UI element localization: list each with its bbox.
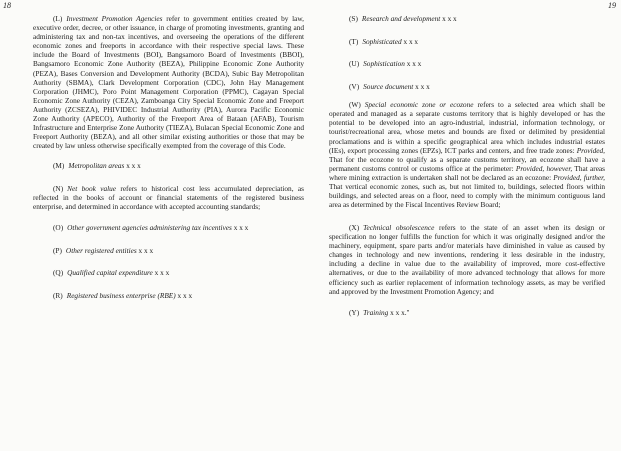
omission-mark: x x x: [177, 291, 193, 301]
item-mark: (X): [349, 222, 360, 232]
definition-source-document: [349, 82, 605, 91]
defined-term: Source document: [363, 82, 414, 92]
definition-investment-promotion-agencies: [33, 14, 304, 150]
defined-term: Sophistication: [363, 59, 405, 69]
definition-text-part-3: That areas where mining extraction is undertaken shall not be declared as an ecozone:: [329, 163, 606, 182]
omission-mark: x x x: [406, 59, 422, 69]
right-column: [329, 14, 605, 331]
item-mark: (S): [349, 14, 358, 23]
omission-mark: x x x.": [390, 307, 410, 317]
item-mark: (O): [53, 223, 64, 233]
item-mark: (P): [53, 245, 62, 255]
proviso-2: Provided, however,: [515, 163, 573, 173]
omission-mark: x x x: [415, 82, 430, 92]
page-number-left: 18: [3, 1, 11, 10]
definition-special-economic-zone: [329, 100, 605, 209]
defined-term: Investment Promotion Agencies: [66, 14, 163, 23]
definition-sophisticated: [349, 37, 605, 46]
definition-text-part-2: That for the ecozone to qualify as a separate customs territory, an ecozone shall have a permanent customs control or customs office at the perimeter:: [329, 154, 605, 173]
definition-other-registered-entities: [53, 246, 304, 255]
defined-term: Technical obsolescence: [363, 222, 435, 232]
definition-training: [349, 308, 605, 317]
definition-text-part-1: refers to a selected area which shall be operated and managed as a separate customs territory that is highly developed or has the potential to be developed into an agro-industrial, industrial, information technology, or tourist/recreational area, whose metes and bounds are fixed or delimited by presidential proclamations and is within a specific geographical area which includes industrial estates (IEs), export processing zones (EPZs), ICT parks and centers, and free trade zones:: [329, 100, 605, 155]
item-mark: (M): [53, 161, 65, 170]
omission-mark: x x x: [138, 245, 154, 255]
item-mark: (R): [53, 291, 63, 301]
omission-mark: x x x: [233, 223, 249, 233]
proviso-3: Provided, further,: [553, 172, 605, 182]
defined-term: Research and development: [361, 14, 441, 23]
proviso-1: Provided,: [576, 145, 605, 155]
defined-term: Sophisticated: [362, 36, 402, 46]
definition-qualified-capital-expenditure: [53, 268, 304, 277]
definition-text: refer to government entities created by law, executive order, decree, or other issuance, in charge of promoting investments, granting and administering tax and non-tax incentives, and overseeing the operations of the different economic zones and freeports in accordance with their respective special laws. These include the Board of Investments (BOI), Bangsamoro Board of Investments (BBOI), Bangsamoro Economic Zone Authority (BEZA), Philippine Economic Zone Authority (PEZA), Bases Conversion and Development Authority (BCDA), Subic Bay Metropolitan Authority (SBMA), Clark Development Corporation (CDC), John Hay Management Corporation (JHMC), Poro Point Management Corporation (PPMC), Cagayan Special Economic Zone Authority (CEZA), Zamboanga City Special Economic Zone and Freeport Authority (ZCSEZA), PHIVIDEC Industrial Authority (PIA), Aurora Pacific Economic Zone Authority (APECO), Authority of the Freeport Area of Bataan (AFAB), Tourism Infrastructure and Enterprise Zone Authority (TIEZA), Bulacan Special Economic Zone and Freeport Authority (BEZA), and all other similar existing authorities or those that may be created by law unless otherwise specifically exempted from the coverage of this Code.: [33, 14, 304, 151]
item-mark: (L): [53, 14, 63, 23]
defined-term: Metropolitan areas: [68, 161, 125, 170]
omission-mark: x x x: [442, 14, 457, 23]
item-mark: (T): [349, 36, 359, 46]
omission-mark: x x x: [126, 161, 141, 170]
defined-term: Training: [363, 307, 389, 317]
item-mark: (V): [349, 82, 360, 92]
item-mark: (Q): [53, 268, 64, 278]
definition-other-government-agencies: [33, 223, 304, 232]
defined-term: Qualified capital expenditure: [67, 268, 153, 278]
defined-term: Registered business enterprise (RBE): [66, 291, 176, 301]
definition-technical-obsolescence: [329, 223, 605, 296]
omission-mark: x x x: [403, 36, 419, 46]
definition-registered-business-enterprise: [53, 291, 304, 300]
definition-text: refers to the state of an asset when its design or specification no longer fulfills the function for which it was originally designed and/or the machinery, equipment, spare parts and/or materials have diminished in value as caused by changes in technology and new inventions, rendering it less desirable in the industry, including a decline in value due to the availability of improved, more cost-effective alternatives, or due to the availability of more advanced technology that allows for more efficiency such as earlier replacement of information technology assets, as may be verified and approved by the Investment Promotion Agency; and: [329, 222, 605, 296]
definition-text: refers to historical cost less accumulated depreciation, as reflected in the books of account or financial statements of the registered business enterprise, and determined in accordance with accepted accounting standards;: [33, 183, 304, 211]
definition-text-part-4: That vertical economic zones, such as, but not limited to, buildings, selected floors within buildings, and selected areas on a floor, need to comply with the minimum contiguous land area as determined by the Fiscal Incentives Review Board;: [329, 182, 605, 210]
definition-net-book-value: [33, 184, 304, 211]
defined-term: Net book value: [67, 183, 117, 193]
item-mark: (U): [349, 59, 360, 69]
definition-research-and-development: [349, 14, 605, 23]
item-mark: (N): [53, 183, 64, 193]
defined-term: Special economic zone or ecozone: [364, 100, 474, 110]
defined-term: Other registered entities: [65, 245, 137, 255]
definition-sophistication: [349, 59, 605, 68]
left-column: [33, 14, 304, 314]
item-mark: (Y): [349, 307, 360, 317]
page-number-right: 19: [608, 1, 616, 10]
defined-term: Other government agencies administering tax incentives: [67, 223, 232, 233]
omission-mark: x x x: [154, 268, 170, 278]
item-mark: (W): [349, 100, 361, 110]
definition-metropolitan-areas: [53, 161, 304, 170]
